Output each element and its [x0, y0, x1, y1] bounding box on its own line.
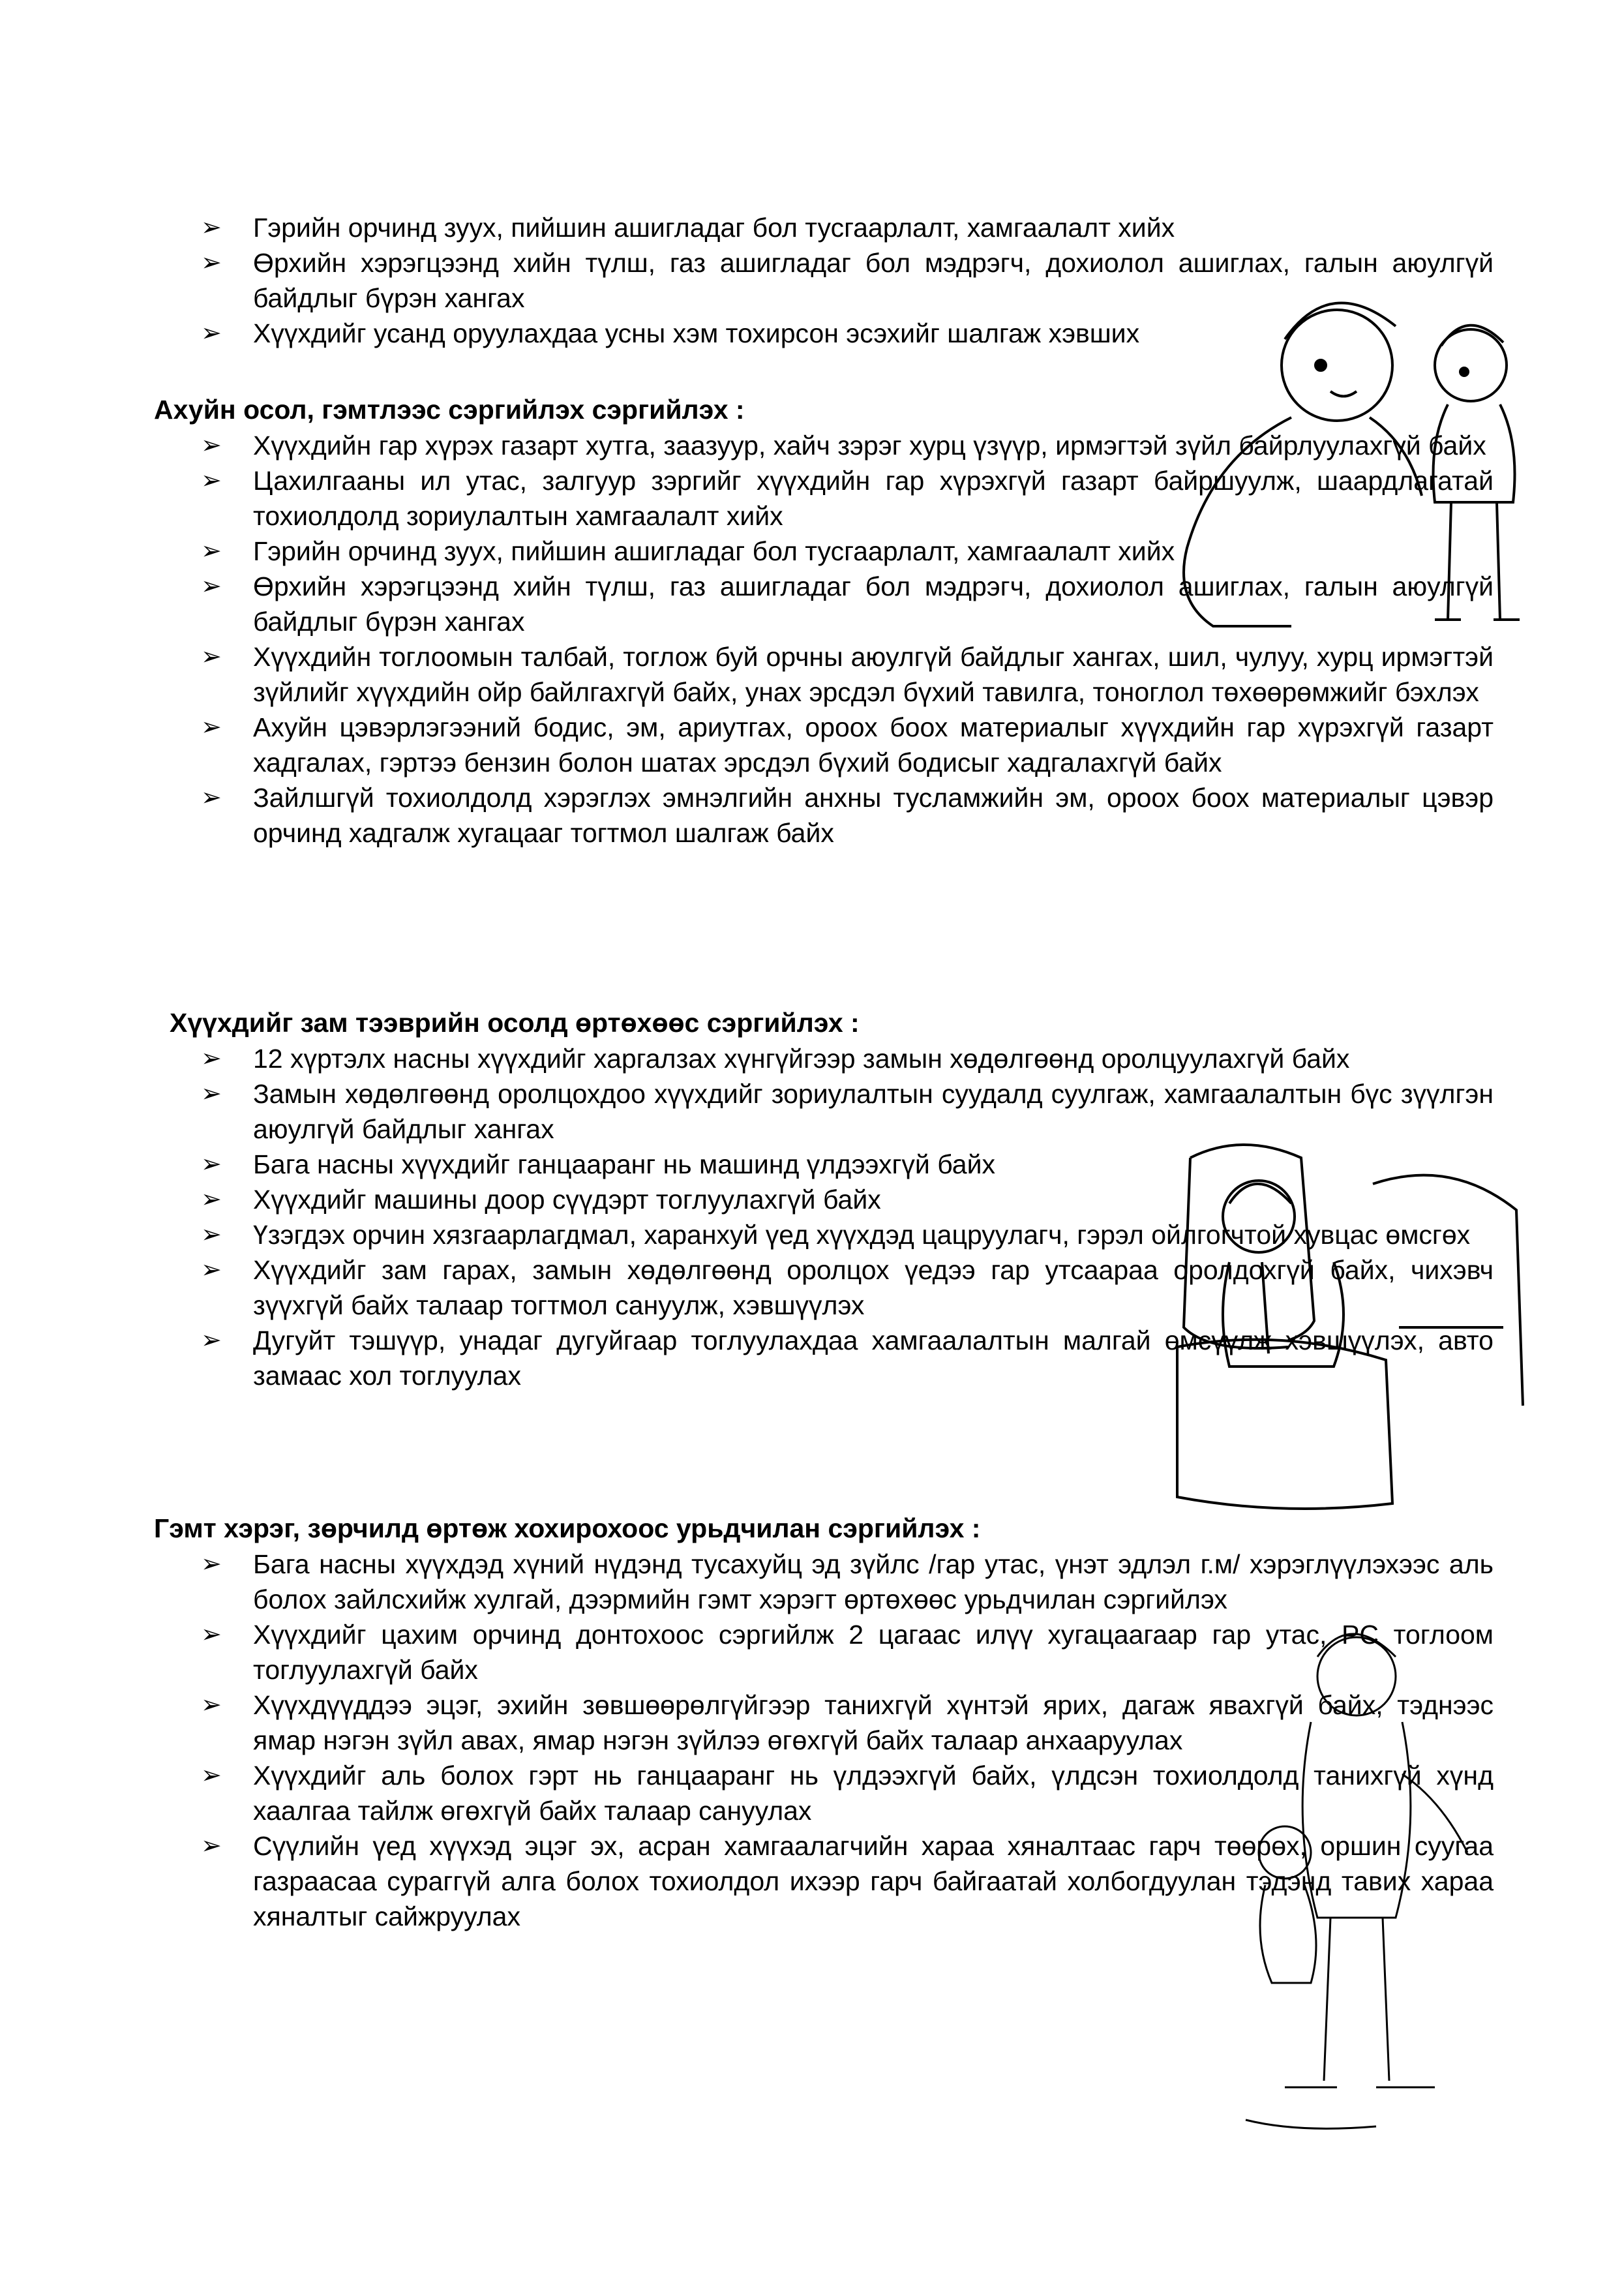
arrow-bullet-icon: ➢: [201, 1762, 222, 1789]
arrow-bullet-icon: ➢: [201, 214, 222, 241]
arrow-bullet-icon: ➢: [201, 1045, 222, 1072]
arrow-bullet-icon: ➢: [201, 573, 222, 600]
list-item: ➢ Хүүхдийг усанд оруулахдаа усны хэм тохирсон эсэхийг шалгаж хэвших: [157, 316, 1494, 351]
section-heading: Гэмт хэрэг, зөрчилд өртөж хохирохоос урьдчилан сэргийлэх :: [154, 1513, 981, 1543]
list-item: ➢ Зайлшгүй тохиолдолд хэрэглэх эмнэлгийн анхны тусламжийн эм, ороох боох материалыг цэвэр орчинд хадгалж хугацааг тогтмол шалгаж байх: [157, 780, 1494, 851]
bullet-list: [157, 1547, 1494, 1934]
section-traffic-safety: [157, 1004, 1494, 1393]
list-item: ➢ Үзэгдэх орчин хязгаарлагдмал, харанхуй үед хүүхдэд цацруулагч, гэрэл ойлгогчтой хувцас өмсгөх: [157, 1217, 1494, 1252]
list-item: ➢ Сүүлийн үед хүүхэд эцэг эх, асран хамгаалагчийн хараа хяналтаас гарч төөрөх, оршин суугаа газраасаа сураггүй алга болох тохиолдол ихээр гарч байгаатай холбогдуулан тэдэнд тавих хараа хяналтыг сайжруулах: [157, 1828, 1494, 1934]
list-item: ➢ Гэрийн орчинд зуух, пийшин ашигладаг бол тусгаарлалт, хамгаалалт хийх: [157, 534, 1494, 569]
section-home-hazards-intro: [157, 210, 1494, 351]
arrow-bullet-icon: ➢: [201, 1327, 222, 1354]
list-item: ➢ Ахуйн цэвэрлэгээний бодис, эм, ариутгах, ороох боох материалыг хүүхдийн гар хүрэхгүй газарт хадгалах, гэртээ бензин болон шатах эрсдэл бүхий бодисыг хадгалахгүй байх: [157, 710, 1494, 780]
list-item: ➢ Өрхийн хэрэгцээнд хийн түлш, газ ашигладаг бол мэдрэгч, дохиолол ашиглах, галын аюулгүй байдлыг бүрэн хангах: [157, 569, 1494, 639]
list-item: ➢ Хүүхдүүддээ эцэг, эхийн зөвшөөрөлгүйгээр танихгүй хүнтэй ярих, дагаж явахгүй байх, тэднээс ямар нэгэн зүйл авах, ямар нэгэн зүйлээ өгөхгүй байх талаар анхааруулах: [157, 1687, 1494, 1758]
list-item: ➢ 12 хүртэлх насны хүүхдийг харгалзах хүнгүйгээр замын хөдөлгөөнд оролцуулахгүй байх: [157, 1041, 1494, 1076]
list-item: ➢ Хүүхдийг машины доор сүүдэрт тоглуулахгүй байх: [157, 1182, 1494, 1217]
arrow-bullet-icon: ➢: [201, 1550, 222, 1578]
arrow-bullet-icon: ➢: [201, 1151, 222, 1178]
list-item: ➢ Бага насны хүүхдийг ганцааранг нь машинд үлдээхгүй байх: [157, 1147, 1494, 1182]
arrow-bullet-icon: ➢: [201, 1621, 222, 1648]
bullet-list: [157, 210, 1494, 351]
section-crime-prevention: [154, 1510, 1494, 1934]
arrow-bullet-icon: ➢: [201, 249, 222, 277]
list-item: ➢ Гэрийн орчинд зуух, пийшин ашигладаг бол тусгаарлалт, хамгаалалт хийх: [157, 210, 1494, 245]
arrow-bullet-icon: ➢: [201, 432, 222, 459]
list-item: ➢ Хүүхдийг аль болох гэрт нь ганцааранг нь үлдээхгүй байх, үлдсэн тохиолдолд танихгүй хүнд хаалгаа тайлж өгөхгүй байх талаар сануулах: [157, 1758, 1494, 1828]
list-item: ➢ Замын хөдөлгөөнд оролцохдоо хүүхдийг зориулалтын суудалд суулгаж, хамгаалалтын бүс зүүлгэн аюулгүй байдлыг хангах: [157, 1076, 1494, 1147]
arrow-bullet-icon: ➢: [201, 1256, 222, 1284]
arrow-bullet-icon: ➢: [201, 784, 222, 811]
section-heading: Хүүхдийг зам тээврийн осолд өртөхөөс сэргийлэх :: [170, 1008, 860, 1038]
arrow-bullet-icon: ➢: [201, 467, 222, 494]
bullet-list: [157, 1041, 1494, 1393]
list-item: ➢ Хүүхдийн тоглоомын талбай, тоглож буй орчны аюулгүй байдлыг хангах, шил, чулуу, хурц ирмэгтэй зүйлийг хүүхдийн ойр байлгахгүй байх, унах эрсдэл бүхий тавилга, тоноглол төхөөрөмжийг бэхлэх: [157, 639, 1494, 710]
list-item: ➢ Өрхийн хэрэгцээнд хийн түлш, газ ашигладаг бол мэдрэгч, дохиолол ашиглах, галын аюулгүй байдлыг бүрэн хангах: [157, 245, 1494, 316]
arrow-bullet-icon: ➢: [201, 1691, 222, 1719]
list-item: ➢ Цахилгааны ил утас, залгуур зэргийг хүүхдийн гар хүрэхгүй газарт байршуулж, шаардлагатай тохиолдолд зориулалтын хамгаалалт хийх: [157, 463, 1494, 534]
bullet-list: [157, 428, 1494, 851]
arrow-bullet-icon: ➢: [201, 714, 222, 741]
list-item: ➢ Дугуйт тэшүүр, унадаг дугуйгаар тоглуулахдаа хамгаалалтын малгай өмсүүлж хэвшүүлэх, авто замаас хол тоглуулах: [157, 1323, 1494, 1393]
arrow-bullet-icon: ➢: [201, 320, 222, 347]
list-item: ➢ Бага насны хүүхдэд хүний нүдэнд тусахуйц эд зүйлс /гар утас, үнэт эдлэл г.м/ хэрэглүүлэхээс аль болох зайлсхийж хулгай, дээрмийн гэмт хэрэгт өртөхөөс урьдчилан сэргийлэх: [157, 1547, 1494, 1617]
arrow-bullet-icon: ➢: [201, 537, 222, 565]
list-item: ➢ Хүүхдийг цахим орчинд донтохоос сэргийлж 2 цагаас илүү хугацаагаар гар утас, PC тоглоом тоглуулахгүй байх: [157, 1617, 1494, 1687]
section-household-accidents: [154, 391, 1494, 851]
section-heading: Ахуйн осол, гэмтлээс сэргийлэх сэргийлэх :: [154, 395, 745, 425]
list-item: ➢ Хүүхдийн гар хүрэх газарт хутга, заазуур, хайч зэрэг хурц үзүүр, ирмэгтэй зүйл байрлуулахгүй байх: [157, 428, 1494, 463]
list-item: ➢ Хүүхдийг зам гарах, замын хөдөлгөөнд оролцох үедээ гар утсаараа оролдохгүй байх, чихэвч зүүхгүй байх талаар тогтмол сануулж, хэвшүүлэх: [157, 1252, 1494, 1323]
arrow-bullet-icon: ➢: [201, 1080, 222, 1108]
arrow-bullet-icon: ➢: [201, 643, 222, 671]
arrow-bullet-icon: ➢: [201, 1832, 222, 1860]
arrow-bullet-icon: ➢: [201, 1221, 222, 1248]
arrow-bullet-icon: ➢: [201, 1186, 222, 1213]
